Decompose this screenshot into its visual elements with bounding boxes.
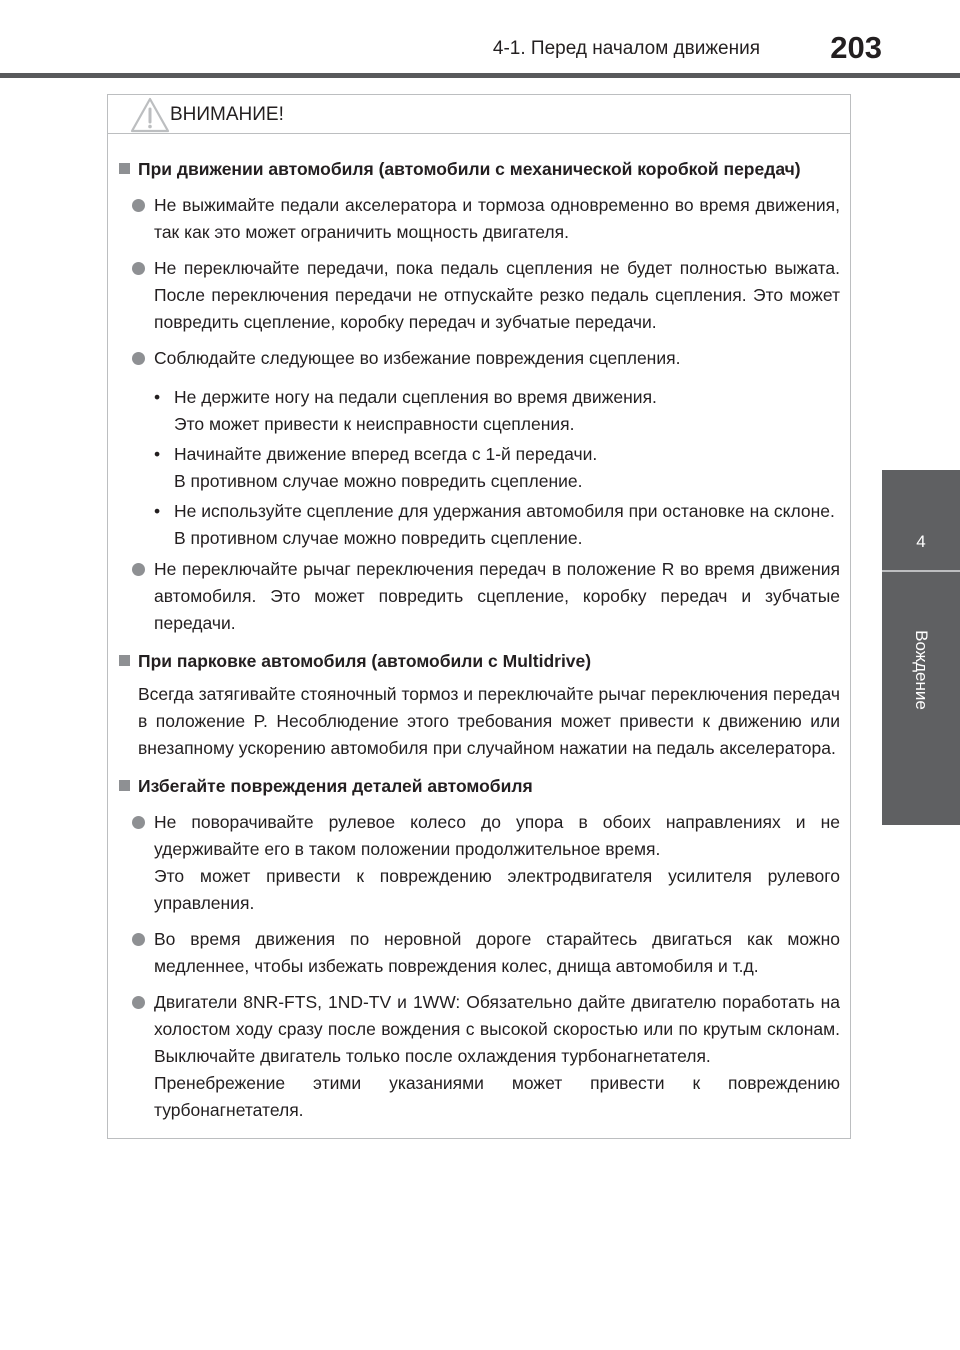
caution-box — [107, 94, 851, 1139]
list-item: Не поворачивайте рулевое колесо до упора в обоих направлениях и не удерживайте его в таком положении продолжительное время. Это может привести к повреждению электродвигателя усилителя рулевого управления. — [118, 809, 840, 917]
circle-bullet-icon — [132, 563, 145, 576]
circle-bullet-icon — [132, 933, 145, 946]
chapter-label: Вождение — [912, 630, 931, 710]
square-marker-icon — [119, 780, 130, 791]
sub-bullet-marker-icon: • — [154, 444, 161, 464]
chapter-tab-divider — [882, 570, 960, 572]
page-header — [0, 0, 960, 80]
caution-header — [108, 95, 850, 134]
sub-bullet: • Не используйте сцепление для удержания автомобиля при остановке на склоне. В противном случае можно повредить сцепление. — [118, 498, 840, 552]
list-item: Во время движения по неровной дороге старайтесь двигаться как можно медленнее, чтобы избежать повреждения колес, днища автомобиля и т.д. — [118, 926, 840, 980]
circle-bullet-icon — [132, 352, 145, 365]
circle-bullet-icon — [132, 816, 145, 829]
section-heading: Избегайте повреждения деталей автомобиля — [118, 773, 840, 800]
circle-bullet-icon — [132, 199, 145, 212]
chapter-label-wrap — [896, 610, 946, 730]
caution-title: ВНИМАНИЕ! — [170, 104, 284, 125]
list-item: Не переключайте передачи, пока педаль сцепления не будет полностью выжата. После переключения передачи не отпускайте резко педаль сцепления. Это может повредить сцепление, коробку передач и зубчатые передачи. — [118, 255, 840, 336]
list-item: Не переключайте рычаг переключения передач в положение R во время движения автомобиля. Это может повредить сцепление, коробку передач и зубчатые передачи. — [118, 556, 840, 637]
square-marker-icon — [119, 163, 130, 174]
sub-bullet-marker-icon: • — [154, 387, 161, 407]
section-title: 4-1. Перед началом движения — [492, 38, 760, 59]
chapter-tab[interactable] — [882, 470, 960, 825]
circle-bullet-icon — [132, 996, 145, 1009]
circle-bullet-icon — [132, 262, 145, 275]
caution-content — [118, 145, 840, 1124]
sub-bullet: • Начинайте движение вперед всегда с 1-й передачи. В противном случае можно повредить сцепление. — [118, 441, 840, 495]
list-item: Двигатели 8NR-FTS, 1ND-TV и 1WW: Обязательно дайте двигателю поработать на холостом ходу сразу после вождения с высокой скоростью или по крутым склонам. Выключайте двигатель только после охлаждения турбонагнетателя. Пренебрежение этими указаниями может привести к повреждению турбонагнетателя. — [118, 989, 840, 1124]
header-rule — [0, 73, 960, 78]
sub-bullet-marker-icon: • — [154, 501, 161, 521]
paragraph: Всегда затягивайте стояночный тормоз и переключайте рычаг переключения передач в положение P. Несоблюдение этого требования может привести к движению или внезапному ускорению автомобиля при случайном нажатии на педаль акселератора. — [138, 684, 840, 758]
section-heading: При парковке автомобиля (автомобили с Multidrive) — [118, 648, 840, 675]
section-heading: При движении автомобиля (автомобили с механической коробкой передач) — [118, 156, 840, 183]
page-number: 203 — [830, 30, 882, 65]
list-item: Соблюдайте следующее во избежание повреждения сцепления. — [118, 345, 840, 372]
square-marker-icon — [119, 655, 130, 666]
chapter-number: 4 — [916, 532, 926, 551]
list-item: Не выжимайте педали акселератора и тормоза одновременно во время движения, так как это может ограничить мощность двигателя. — [118, 192, 840, 246]
warning-triangle-icon — [130, 97, 170, 133]
sub-bullet: • Не держите ногу на педали сцепления во время движения. Это может привести к неисправности сцепления. — [118, 384, 840, 438]
